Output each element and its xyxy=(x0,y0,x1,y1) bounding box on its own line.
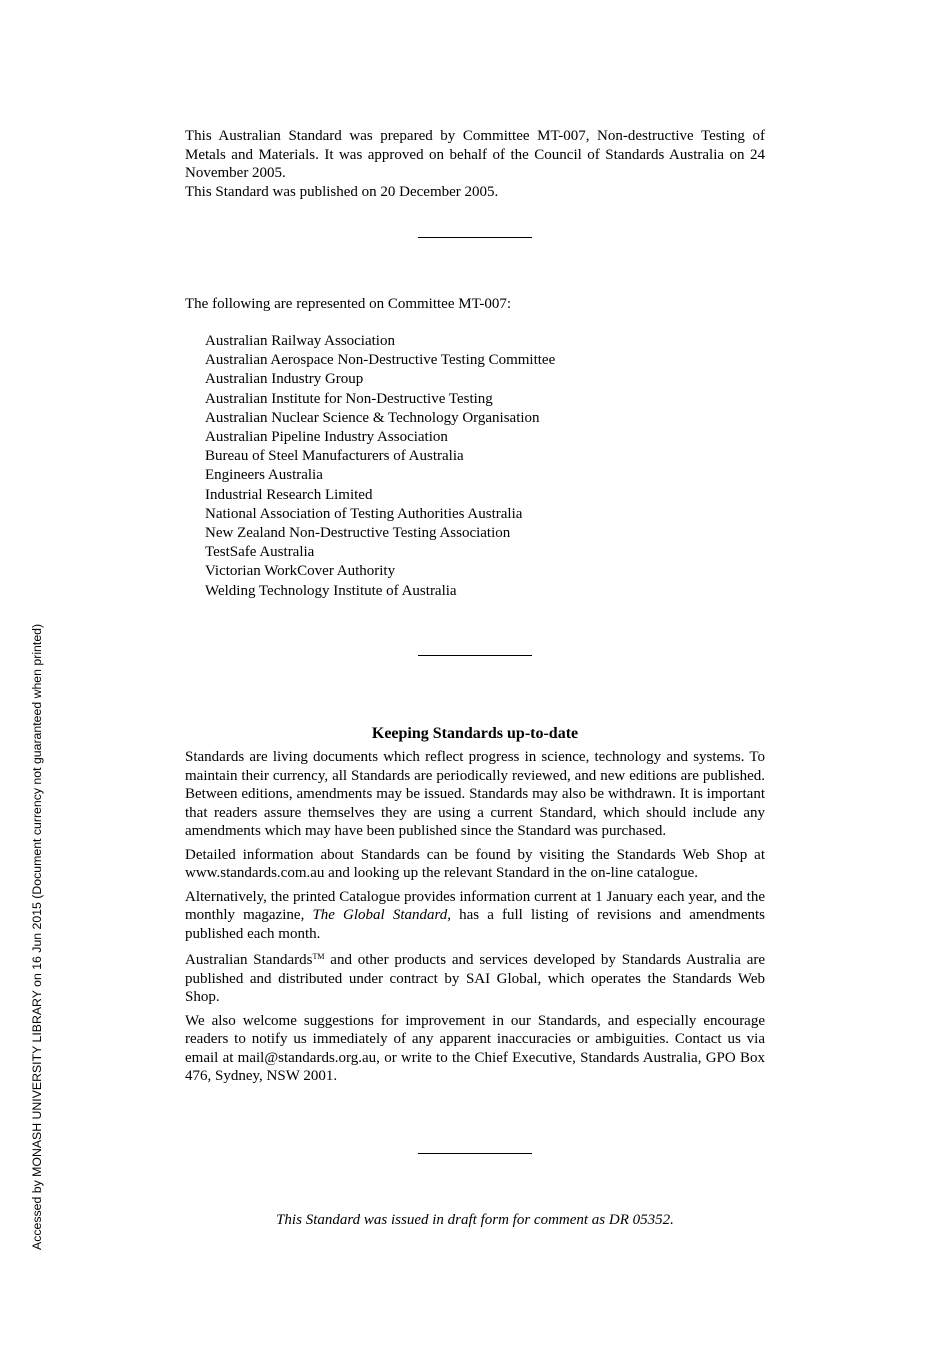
section-divider xyxy=(418,237,532,238)
committee-member: Australian Industry Group xyxy=(205,371,364,388)
section-heading: Keeping Standards up-to-date xyxy=(371,725,579,742)
committee-member: National Association of Testing Authorities Australia xyxy=(205,505,523,522)
committee-intro: The following are represented on Committee MT-007: xyxy=(185,296,512,312)
publication-date-paragraph: This Standard was published on 20 December 2005. xyxy=(185,183,499,200)
committee-member: Australian Railway Association xyxy=(205,333,395,349)
committee-member: TestSafe Australia xyxy=(205,544,315,561)
committee-member: Industrial Research Limited xyxy=(205,486,373,503)
draft-note: This Standard was issued in draft form for comment as DR 05352. xyxy=(276,1212,674,1228)
approval-statement xyxy=(185,127,765,201)
web-shop-paragraph: Detailed information about Standards can be found by visiting the Standards Web Shop at www.standards.com.au and looking up the relevant Standard in the on-line catalogue. xyxy=(185,846,765,881)
approval-paragraph: This Australian Standard was prepared by Committee MT-007, Non-destructive Testing of Metals and Materials. It was approved on behalf of the Council of Standards Australia on 24 November 2005. xyxy=(185,128,765,181)
keeping-up-to-date-section xyxy=(185,748,765,1091)
committee-member: Victorian WorkCover Authority xyxy=(205,563,396,580)
catalogue-text-start: Alternatively, the printed Catalogue provides information current at 1 January each year, and the monthly magazine, xyxy=(185,888,765,923)
access-watermark: Accessed by MONASH UNIVERSITY LIBRARY on 16 Jun 2015 (Document currency not guaranteed when printed) xyxy=(30,623,44,1250)
distribution-text-start: Australian Standards xyxy=(185,952,313,968)
magazine-title: The Global Standard, xyxy=(312,907,452,923)
committee-member: New Zealand Non-Destructive Testing Association xyxy=(205,525,511,542)
distribution-text-end: and other products and services developed by Standards Australia are published and distributed under contract by SAI Global, which operates the Standards Web Shop. xyxy=(185,952,766,1005)
section-divider xyxy=(418,1153,532,1154)
catalogue-paragraph xyxy=(185,888,765,944)
committee-member: Bureau of Steel Manufacturers of Australia xyxy=(205,448,464,465)
trademark-mark: TM xyxy=(312,952,325,961)
committee-member: Australian Pipeline Industry Association xyxy=(205,429,448,446)
suggestions-paragraph: We also welcome suggestions for improvement in our Standards, and especially encourage readers to notify us immediately of any apparent inaccuracies or ambiguities. Contact us via email at mail@standards.org.au, or write to the Chief Executive, Standards Australia, GPO Box 476, Sydney, NSW 2001. xyxy=(185,1012,765,1084)
committee-member: Australian Institute for Non-Destructive Testing xyxy=(205,390,493,407)
living-documents-paragraph: Standards are living documents which reflect progress in science, technology and systems. To maintain their currency, all Standards are periodically reviewed, and new editions are published. Between editions, amendments may be issued. Standards may also be withdrawn. It is important that readers assure themselves they are using a current Standard, which should include any amendments which may have been published since the Standard was purchased. xyxy=(185,749,765,839)
distribution-paragraph xyxy=(185,948,765,1007)
committee-member: Welding Technology Institute of Australia xyxy=(205,582,457,599)
committee-member: Engineers Australia xyxy=(205,467,323,484)
section-divider xyxy=(418,655,532,656)
committee-member-list xyxy=(205,332,765,601)
catalogue-text-end: has a full listing of revisions and amendments published each month. xyxy=(185,907,766,942)
committee-member: Australian Nuclear Science & Technology Organisation xyxy=(205,409,540,426)
committee-member: Australian Aerospace Non-Destructive Testing Committee xyxy=(205,352,556,369)
